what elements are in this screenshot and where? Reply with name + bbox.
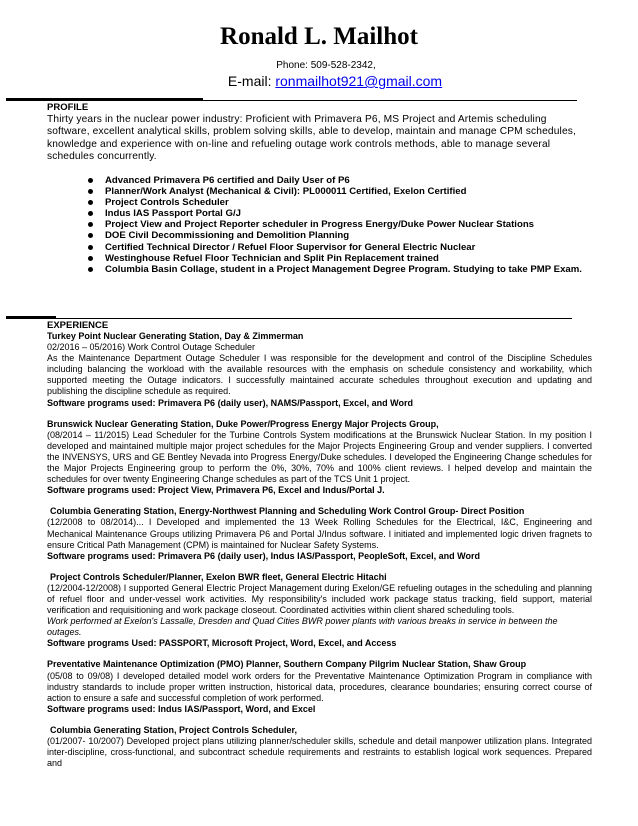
job-software: Software programs used: Primavera P6 (daily user), Indus IAS/Passport, PeopleSoft, Excel, and Word — [47, 550, 480, 561]
skill-item: Advanced Primavera P6 certified and Daily User of P6 — [88, 175, 588, 186]
job-title: Columbia Generating Station, Project Controls Scheduler, — [50, 724, 298, 735]
job-description: (05/08 to 09/08) I developed detailed model work orders for the Preventative Maintenance Optimization Program in compliance with industry standards to include proper written instruction, historical data, procedures, clearance boundaries; ensuring correct course of action to ensure a safe and successful completion of work performed. — [47, 670, 592, 703]
job-entry — [47, 572, 592, 650]
skill-item: Westinghouse Refuel Floor Technician and Split Pin Replacement trained — [88, 253, 588, 264]
skill-item: DOE Civil Decommissioning and Demolition Planning — [88, 230, 588, 241]
job-entry — [47, 331, 592, 409]
job-dates: 02/2016 – 05/2016) Work Control Outage Scheduler — [47, 342, 255, 353]
skill-item: Project View and Project Reporter scheduler in Progress Energy/Duke Power Nuclear Stations — [88, 219, 588, 230]
skills-list — [88, 175, 588, 275]
job-note: Work performed at Exelon's Lassalle, Dresden and Quad Cities BWR power plants with various breaks in service in between the outages. — [47, 616, 558, 638]
job-title: Turkey Point Nuclear Generating Station, Day & Zimmerman — [47, 331, 304, 341]
phone-number: Phone: 509-528-2342, — [276, 60, 376, 71]
job-description: As the Maintenance Department Outage Scheduler I was responsible for the development and control of the Discipline Schedules including balancing the workload with the available resources with the emphasis on schedule consistency and workability, which supported meeting the Outage indicators. I successfully maintained accurate schedules throughout execution and updating and publishing the discipline schedule as required. — [47, 353, 592, 397]
header-divider-thin — [203, 100, 577, 101]
profile-heading: PROFILE — [47, 102, 89, 113]
skill-item: Columbia Basin Collage, student in a Project Management Degree Program. Studying to take PMP Exam. — [88, 264, 588, 275]
job-title: Brunswick Nuclear Generating Station, Duke Power/Progress Energy Major Projects Group, — [47, 418, 439, 429]
job-software: Software programs used: Primavera P6 (daily user), NAMS/Passport, Excel, and Word — [47, 397, 413, 408]
job-description: (08/2014 – 11/2015) Lead Scheduler for the Turbine Controls System modifications at the Brunswick Nuclear Station. In my position I developed and maintained multiple major project schedules for the Major Projects Engineering Group and vender suppliers. I converted the INVENSYS, URS and GE Bentley Nevada into Progress Energy/Duke schedules. I developed the Engineering Change schedules for the Major Projects Engineering group to perform the 0%, 30%, 70% and 100% client reviews. I helped develop and maintain the schedules for over twenty Engineering Change schedules as part of the TCS Unit 1 project. — [47, 429, 592, 485]
skill-item: Planner/Work Analyst (Mechanical & Civil): PL000011 Certified, Exelon Certified — [88, 186, 588, 197]
job-entry — [47, 419, 592, 497]
header-divider-thick — [6, 98, 203, 101]
email-line — [0, 73, 638, 90]
profile-summary: Thirty years in the nuclear power industry: Proficient with Primavera P6, MS Project and Artemis scheduling software, excellent analytical skills, problem solving skills, able to develop, maintain and manage CPM schedules, knowledge and experience with on-line and refueling outage work controls methods, able to manage several schedules concurrently. — [47, 114, 576, 163]
job-entry — [47, 659, 592, 714]
skill-item: Project Controls Scheduler — [88, 197, 588, 208]
job-title: Columbia Generating Station, Energy-Northwest Planning and Scheduling Work Control Group- Direct Position — [50, 506, 525, 517]
skill-item: Certified Technical Director / Refuel Floor Supervisor for General Electric Nuclear — [88, 242, 588, 253]
experience-section — [47, 331, 592, 779]
job-entry — [47, 506, 592, 561]
job-description: (01/2007- 10/2007) Developed project plans utilizing planner/scheduler skills, schedule and detail manpower utilization plans. Integrated inter-discipline, cross-functional, and subcontract schedule requirements and restraints to establish logical work sequences. Prepared and — [47, 736, 592, 769]
email-label: E-mail: — [227, 73, 276, 89]
job-entry — [47, 725, 592, 769]
job-description: (12/2004-12/2008) I supported General Electric Project Management during Exelon/GE refueling outages in the scheduling and planning of refuel floor and under-vessel work activities. My responsibility's included work package status tracking, field support, material verification and requisitioning and work package closeout. Coordinated activities within client shared scheduling tools. — [47, 582, 592, 616]
job-description: (12/2008 to 08/2014)... I Developed and implemented the 13 Week Rolling Schedules for the Electrical, I&C, Engineering and Mechanical Maintenance Groups utilizing Primavera P6 and Portal J/Indus software. I initiated and implemented logic driven fragnets to ensure Critical Path Management (CPM) is maintained for Nuclear Safety Systems. — [47, 517, 592, 550]
experience-divider-thick — [6, 316, 56, 319]
experience-heading: EXPERIENCE — [47, 320, 109, 331]
email-link[interactable]: ronmailhot921@gmail.com — [275, 73, 443, 89]
job-software: Software programs used: Indus IAS/Passport, Word, and Excel — [47, 703, 316, 714]
job-title: Preventative Maintenance Optimization (PMO) Planner, Southern Company Pilgrim Nuclear Station, Shaw Group — [47, 659, 527, 670]
job-title: Project Controls Scheduler/Planner, Exelon BWR fleet, General Electric Hitachi — [50, 571, 387, 582]
skill-item: Indus IAS Passport Portal G/J — [88, 208, 588, 219]
candidate-name: Ronald L. Mailhot — [220, 23, 418, 50]
job-software: Software programs used: Project View, Primavera P6, Excel and Indus/Portal J. — [47, 485, 385, 496]
job-software: Software programs Used: PASSPORT, Microsoft Project, Word, Excel, and Access — [47, 638, 397, 649]
experience-divider-thin — [56, 318, 572, 319]
